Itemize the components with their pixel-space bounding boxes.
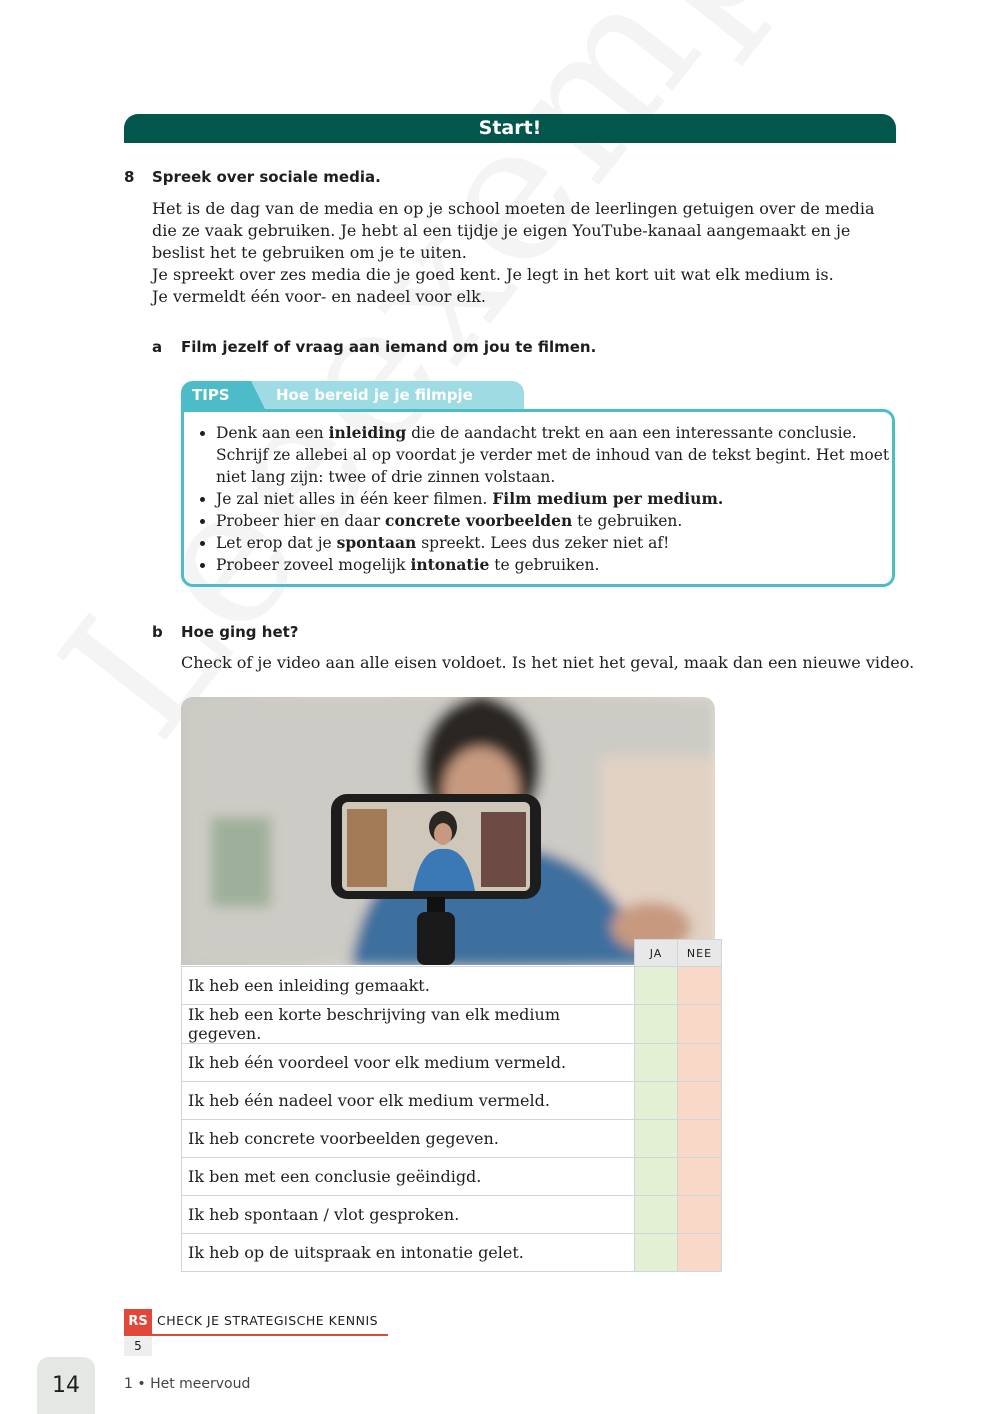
tips-heading: Hoe bereid je je filmpje (276, 386, 473, 404)
tips-list (196, 422, 906, 576)
part-a-letter: a (152, 338, 163, 356)
checklist-statement: Ik heb op de uitspraak en intonatie gelet. (182, 1234, 635, 1272)
rs-number: 5 (124, 1337, 152, 1356)
exercise-intro (152, 198, 892, 308)
vlogger-photo-illustration (181, 697, 715, 965)
checklist-header-row (182, 940, 722, 967)
part-b-title: Hoe ging het? (181, 623, 299, 641)
table-row (182, 1158, 722, 1196)
tips-label: TIPS (181, 381, 251, 409)
column-header-yes: JA (635, 940, 678, 967)
tip-item: • Je zal niet alles in één keer filmen. Film medium per medium. (216, 488, 906, 510)
yes-checkbox-cell[interactable] (635, 1158, 678, 1196)
no-checkbox-cell[interactable] (678, 1120, 722, 1158)
exercise-title: Spreek over sociale media. (152, 168, 381, 186)
strategic-knowledge-link[interactable]: CHECK JE STRATEGISCHE KENNIS (157, 1313, 379, 1328)
table-row (182, 1082, 722, 1120)
no-checkbox-cell[interactable] (678, 1082, 722, 1120)
tips-tab (181, 381, 524, 409)
section-title-bar: Start! (124, 114, 896, 143)
yes-checkbox-cell[interactable] (635, 1005, 678, 1044)
no-checkbox-cell[interactable] (678, 1158, 722, 1196)
rs-divider (124, 1334, 388, 1336)
chapter-title: 1 • Het meervoud (124, 1376, 251, 1392)
exercise-number: 8 (124, 168, 135, 186)
tip-item: • Let erop dat je spontaan spreekt. Lees dus zeker niet af! (216, 532, 906, 554)
table-row (182, 1044, 722, 1082)
no-checkbox-cell[interactable] (678, 1044, 722, 1082)
rs-badge: RS (124, 1309, 152, 1334)
table-row (182, 1120, 722, 1158)
part-b-letter: b (152, 623, 163, 641)
tip-item: • Probeer hier en daar concrete voorbeelden te gebruiken. (216, 510, 906, 532)
checklist-statement: Ik heb één nadeel voor elk medium vermeld. (182, 1082, 635, 1120)
no-checkbox-cell[interactable] (678, 967, 722, 1005)
checklist-statement: Ik heb concrete voorbeelden gegeven. (182, 1120, 635, 1158)
table-row (182, 1234, 722, 1272)
checklist-statement: Ik heb spontaan / vlot gesproken. (182, 1196, 635, 1234)
tip-item: • Probeer zoveel mogelijk intonatie te gebruiken. (216, 554, 906, 576)
no-checkbox-cell[interactable] (678, 1196, 722, 1234)
intro-paragraph: Je spreekt over zes media die je goed kent. Je legt in het kort uit wat elk medium is. (152, 265, 834, 284)
yes-checkbox-cell[interactable] (635, 967, 678, 1005)
checklist-statement: Ik ben met een conclusie geëindigd. (182, 1158, 635, 1196)
table-row (182, 967, 722, 1005)
yes-checkbox-cell[interactable] (635, 1234, 678, 1272)
checklist-statement: Ik heb een korte beschrijving van elk medium gegeven. (182, 1005, 635, 1044)
table-row (182, 1005, 722, 1044)
no-checkbox-cell[interactable] (678, 1005, 722, 1044)
intro-paragraph: Het is de dag van de media en op je school moeten de leerlingen getuigen over de media die ze vaak gebruiken. Je hebt al een tijdje je eigen YouTube-kanaal aangemaakt en je beslist het te gebruiken om je te uiten. (152, 199, 875, 262)
table-row (182, 1196, 722, 1234)
yes-checkbox-cell[interactable] (635, 1082, 678, 1120)
part-b-instruction: Check of je video aan alle eisen voldoet. Is het niet het geval, maak dan een nieuwe video. (181, 653, 915, 672)
yes-checkbox-cell[interactable] (635, 1044, 678, 1082)
no-checkbox-cell[interactable] (678, 1234, 722, 1272)
yes-checkbox-cell[interactable] (635, 1120, 678, 1158)
tip-item: • Denk aan een inleiding die de aandacht trekt en aan een interessante conclusie. Schrijf ze allebei al op voordat je verder met de inhoud van de tekst begint. Het moet niet lang zijn: twee of drie zinnen volstaan. (216, 422, 906, 488)
vlogger-photo (181, 697, 715, 965)
checklist-table (181, 939, 722, 1272)
column-header-no: NEE (678, 940, 722, 967)
intro-paragraph: Je vermeldt één voor- en nadeel voor elk. (152, 287, 486, 306)
part-a-title: Film jezelf of vraag aan iemand om jou te filmen. (181, 338, 597, 356)
yes-checkbox-cell[interactable] (635, 1196, 678, 1234)
page-number: 14 (37, 1357, 95, 1414)
checklist-statement: Ik heb een inleiding gemaakt. (182, 967, 635, 1005)
checklist-statement: Ik heb één voordeel voor elk medium vermeld. (182, 1044, 635, 1082)
header-blank (182, 940, 635, 967)
